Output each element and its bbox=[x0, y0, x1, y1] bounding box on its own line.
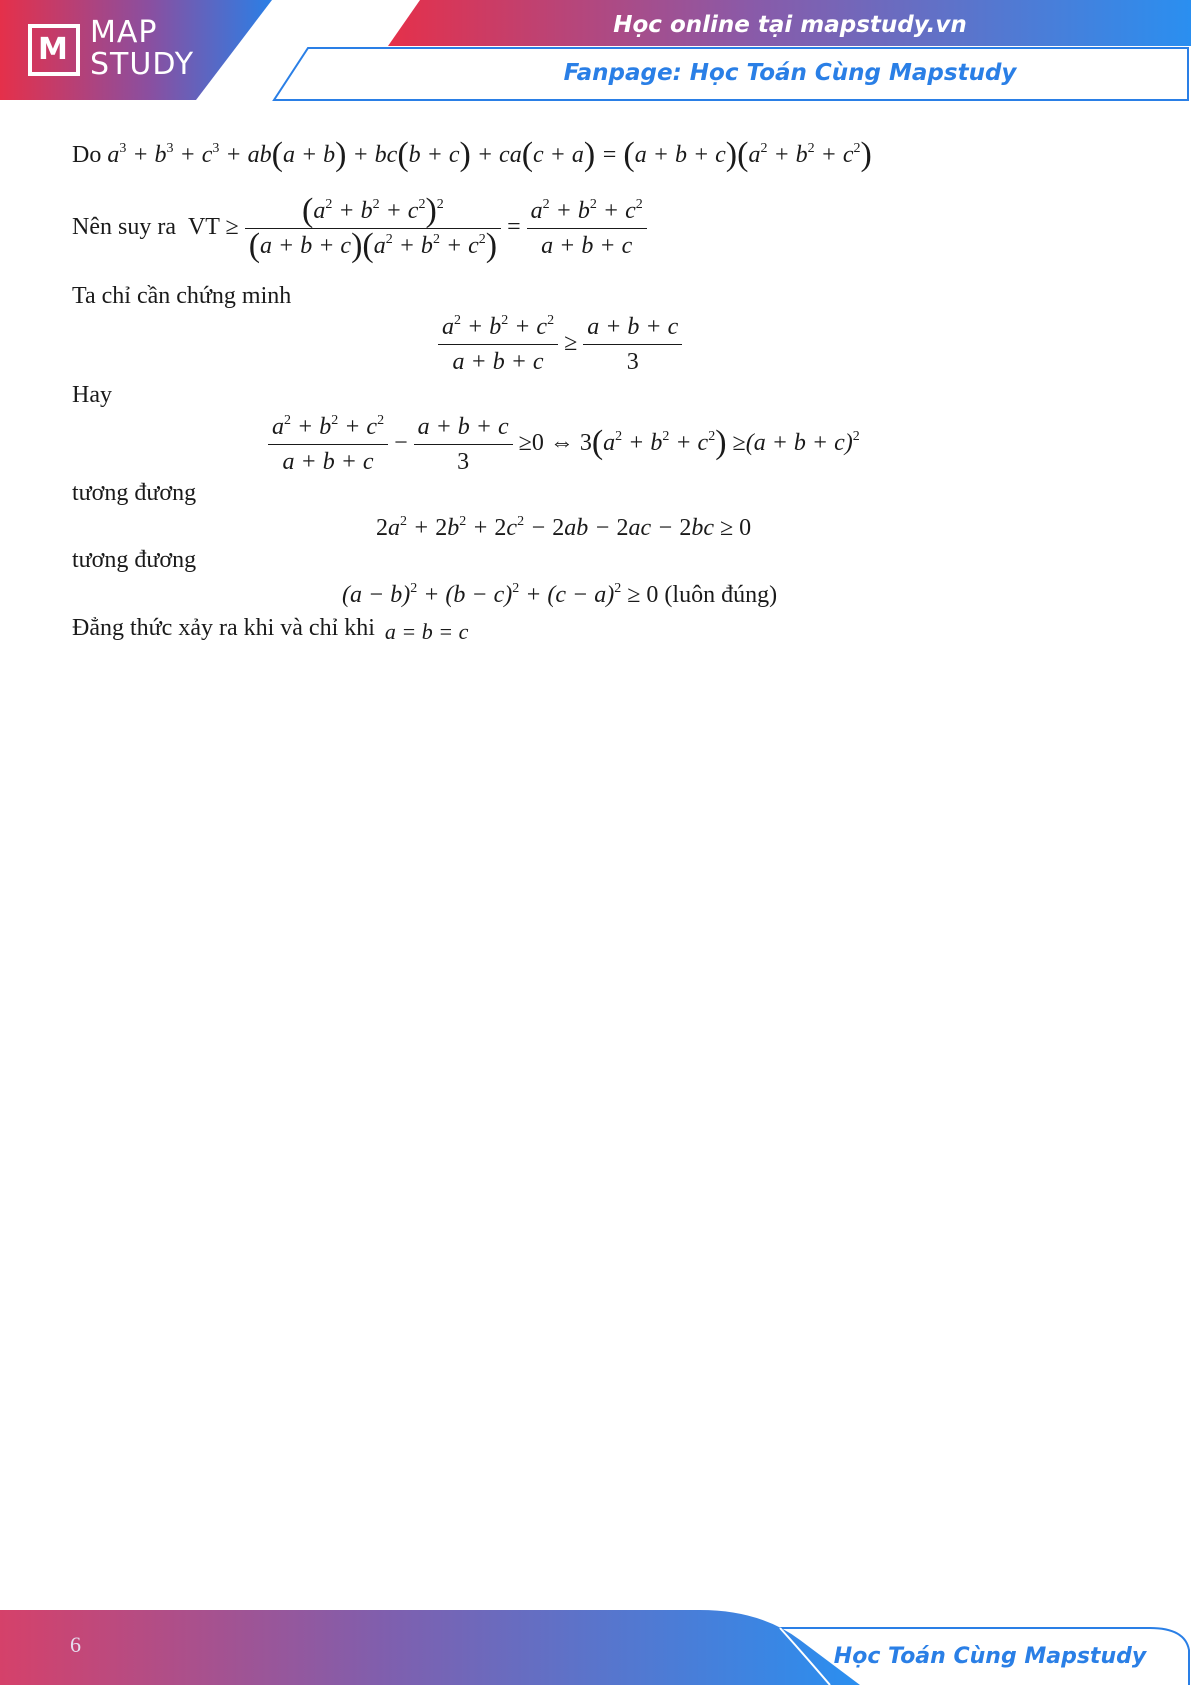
need-to-prove-text: Ta chỉ cần chứng minh bbox=[72, 283, 292, 309]
always-true-note: (luôn đúng) bbox=[664, 582, 778, 608]
equality-condition-formula: a = b = c bbox=[384, 619, 469, 644]
header-fanpage-link[interactable]: Fanpage: Học Toán Cùng Mapstudy bbox=[563, 60, 1017, 86]
header-online-link[interactable]: Học online tại mapstudy.vn bbox=[613, 12, 967, 38]
vt-simplified-fraction: $\frac{a^2 + b^2 + c^2}{a + b + c}$ bbox=[527, 196, 647, 261]
expanded-inequality: $2a^2 + 2b^2 + 2c^2 - 2ab - 2ac - 2bc \ge 0$ bbox=[376, 514, 752, 541]
difference-inequality: $\frac{a^2 + b^2 + c^2}{a + b + c}$ − $\frac{a + b + c}{3}$ ≥0 ⇔ $3(a^2 + b^2 + c^2) \ge(a + b + c)^2$ bbox=[268, 412, 860, 477]
footer-brand-link[interactable]: Học Toán Cùng Mapstudy bbox=[833, 1644, 1147, 1669]
logo-mark bbox=[28, 24, 80, 76]
equality-condition-line bbox=[72, 613, 468, 643]
logo-text-bottom: STUDY bbox=[90, 47, 195, 82]
square-sum-inequality: $(a - b)^2 + (b - c)^2 + (c - a)^2 \ge 0$ (luôn đúng) bbox=[342, 581, 778, 608]
vt-label: VT bbox=[187, 214, 220, 241]
vt-bound-line: Nên suy ra VT ≥ $\frac{(a^2 + b^2 + c^2)^2}{(a + b + c)(a^2 + b^2 + c^2)}$ = $\frac{a^2 + b^2 + c^2}{a + b + c}$ bbox=[72, 196, 647, 261]
equivalent-text-2: tương đương bbox=[72, 547, 197, 573]
logo-mark-letter: M bbox=[38, 32, 68, 67]
page-number: 6 bbox=[70, 1632, 81, 1657]
nen-label: Nên suy ra bbox=[72, 214, 176, 241]
logo-text-top: MAP bbox=[90, 15, 158, 50]
target-inequality: $\frac{a^2 + b^2 + c^2}{a + b + c}$ ≥ $\frac{a + b + c}{3}$ bbox=[438, 312, 682, 377]
identity-line bbox=[72, 136, 872, 173]
hay-text: Hay bbox=[72, 382, 112, 408]
identity-formula: $a^3 + b^3 + c^3 + ab(a + b) + bc(b + c) + ca(c + a) = (a + b + c)(a^2 + b^2 + c^2)$ bbox=[107, 136, 872, 173]
do-label: Do bbox=[72, 142, 102, 168]
vt-fraction: $\frac{(a^2 + b^2 + c^2)^2}{(a + b + c)(a^2 + b^2 + c^2)}$ bbox=[245, 196, 501, 261]
equivalent-text-1: tương đương bbox=[72, 480, 197, 506]
equality-condition-text: Đẳng thức xảy ra khi và chỉ khi bbox=[72, 615, 375, 641]
